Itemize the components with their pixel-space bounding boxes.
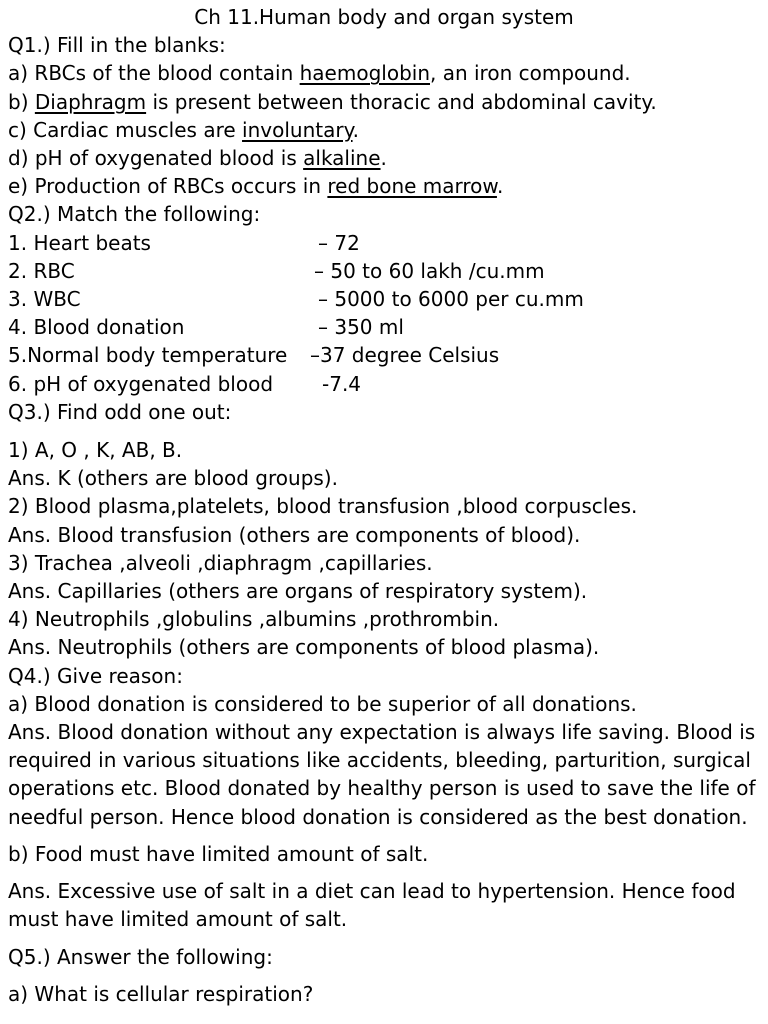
answer-blank: Diaphragm	[34, 89, 147, 114]
match-row: 3. WBC – 5000 to 6000 per cu.mm	[8, 287, 584, 312]
spacer	[8, 971, 760, 980]
answer-blank: red bone marrow	[327, 174, 497, 199]
match-row: 6. pH of oxygenated blood -7.4	[8, 371, 362, 396]
q3-answer: Ans. Capillaries (others are organs of respiratory system).	[8, 579, 588, 604]
q4-answer-b: Ans. Excessive use of salt in a diet can lead to hypertension. Hence food must have limited amount of salt.	[8, 879, 736, 932]
match-row: 4. Blood donation – 350 ml	[8, 315, 404, 340]
q1-item-c: c) Cardiac muscles are involuntary.	[8, 117, 359, 142]
q5-heading: Q5.) Answer the following:	[8, 944, 273, 969]
q1-item-e: e) Production of RBCs occurs in red bone marrow.	[8, 174, 504, 199]
match-row: 1. Heart beats – 72	[8, 230, 360, 255]
q3-answer: Ans. Neutrophils (others are components of blood plasma).	[8, 635, 600, 660]
answer-blank: alkaline	[303, 146, 381, 171]
q3-question: 4) Neutrophils ,globulins ,albumins ,prothrombin.	[8, 607, 500, 632]
q1-heading: Q1.) Fill in the blanks:	[8, 33, 226, 58]
q4-question-b: b) Food must have limited amount of salt.	[8, 841, 429, 866]
spacer	[8, 868, 760, 877]
match-row: 2. RBC – 50 to 60 lakh /cu.mm	[8, 258, 545, 283]
spacer	[8, 831, 760, 840]
q1-item-b: b) Diaphragm is present between thoracic and abdominal cavity.	[8, 89, 657, 114]
q3-question: 2) Blood plasma,platelets, blood transfusion ,blood corpuscles.	[8, 494, 638, 519]
match-row: 5.Normal body temperature –37 degree Celsius	[8, 343, 500, 368]
q3-question: 3) Trachea ,alveoli ,diaphragm ,capillaries.	[8, 550, 433, 575]
page-title: Ch 11.Human body and organ system	[194, 5, 574, 29]
q1-item-d: d) pH of oxygenated blood is alkaline.	[8, 146, 387, 171]
q4-answer-a: Ans. Blood donation without any expectation is always life saving. Blood is required in various situations like accidents, bleeding, parturition, surgical operations etc. Blood donated by healthy person is used to save the life of needful person. Hence blood donation is considered as the best donation.	[8, 720, 756, 829]
q4-heading: Q4.) Give reason:	[8, 663, 183, 688]
q3-heading: Q3.) Find odd one out:	[8, 399, 232, 424]
q2-heading: Q2.) Match the following:	[8, 202, 261, 227]
answer-blank: haemoglobin	[299, 61, 430, 86]
q3-question: 1) A, O , K, AB, B.	[8, 438, 183, 463]
spacer	[8, 426, 760, 436]
spacer	[8, 934, 760, 943]
q1-item-a: a) RBCs of the blood contain haemoglobin, an iron compound.	[8, 61, 631, 86]
q3-answer: Ans. Blood transfusion (others are components of blood).	[8, 522, 581, 547]
q5-question-a: a) What is cellular respiration?	[8, 981, 314, 1006]
answer-blank: involuntary	[242, 117, 353, 142]
q4-question-a: a) Blood donation is considered to be superior of all donations.	[8, 691, 637, 716]
q3-answer: Ans. K (others are blood groups).	[8, 466, 338, 491]
